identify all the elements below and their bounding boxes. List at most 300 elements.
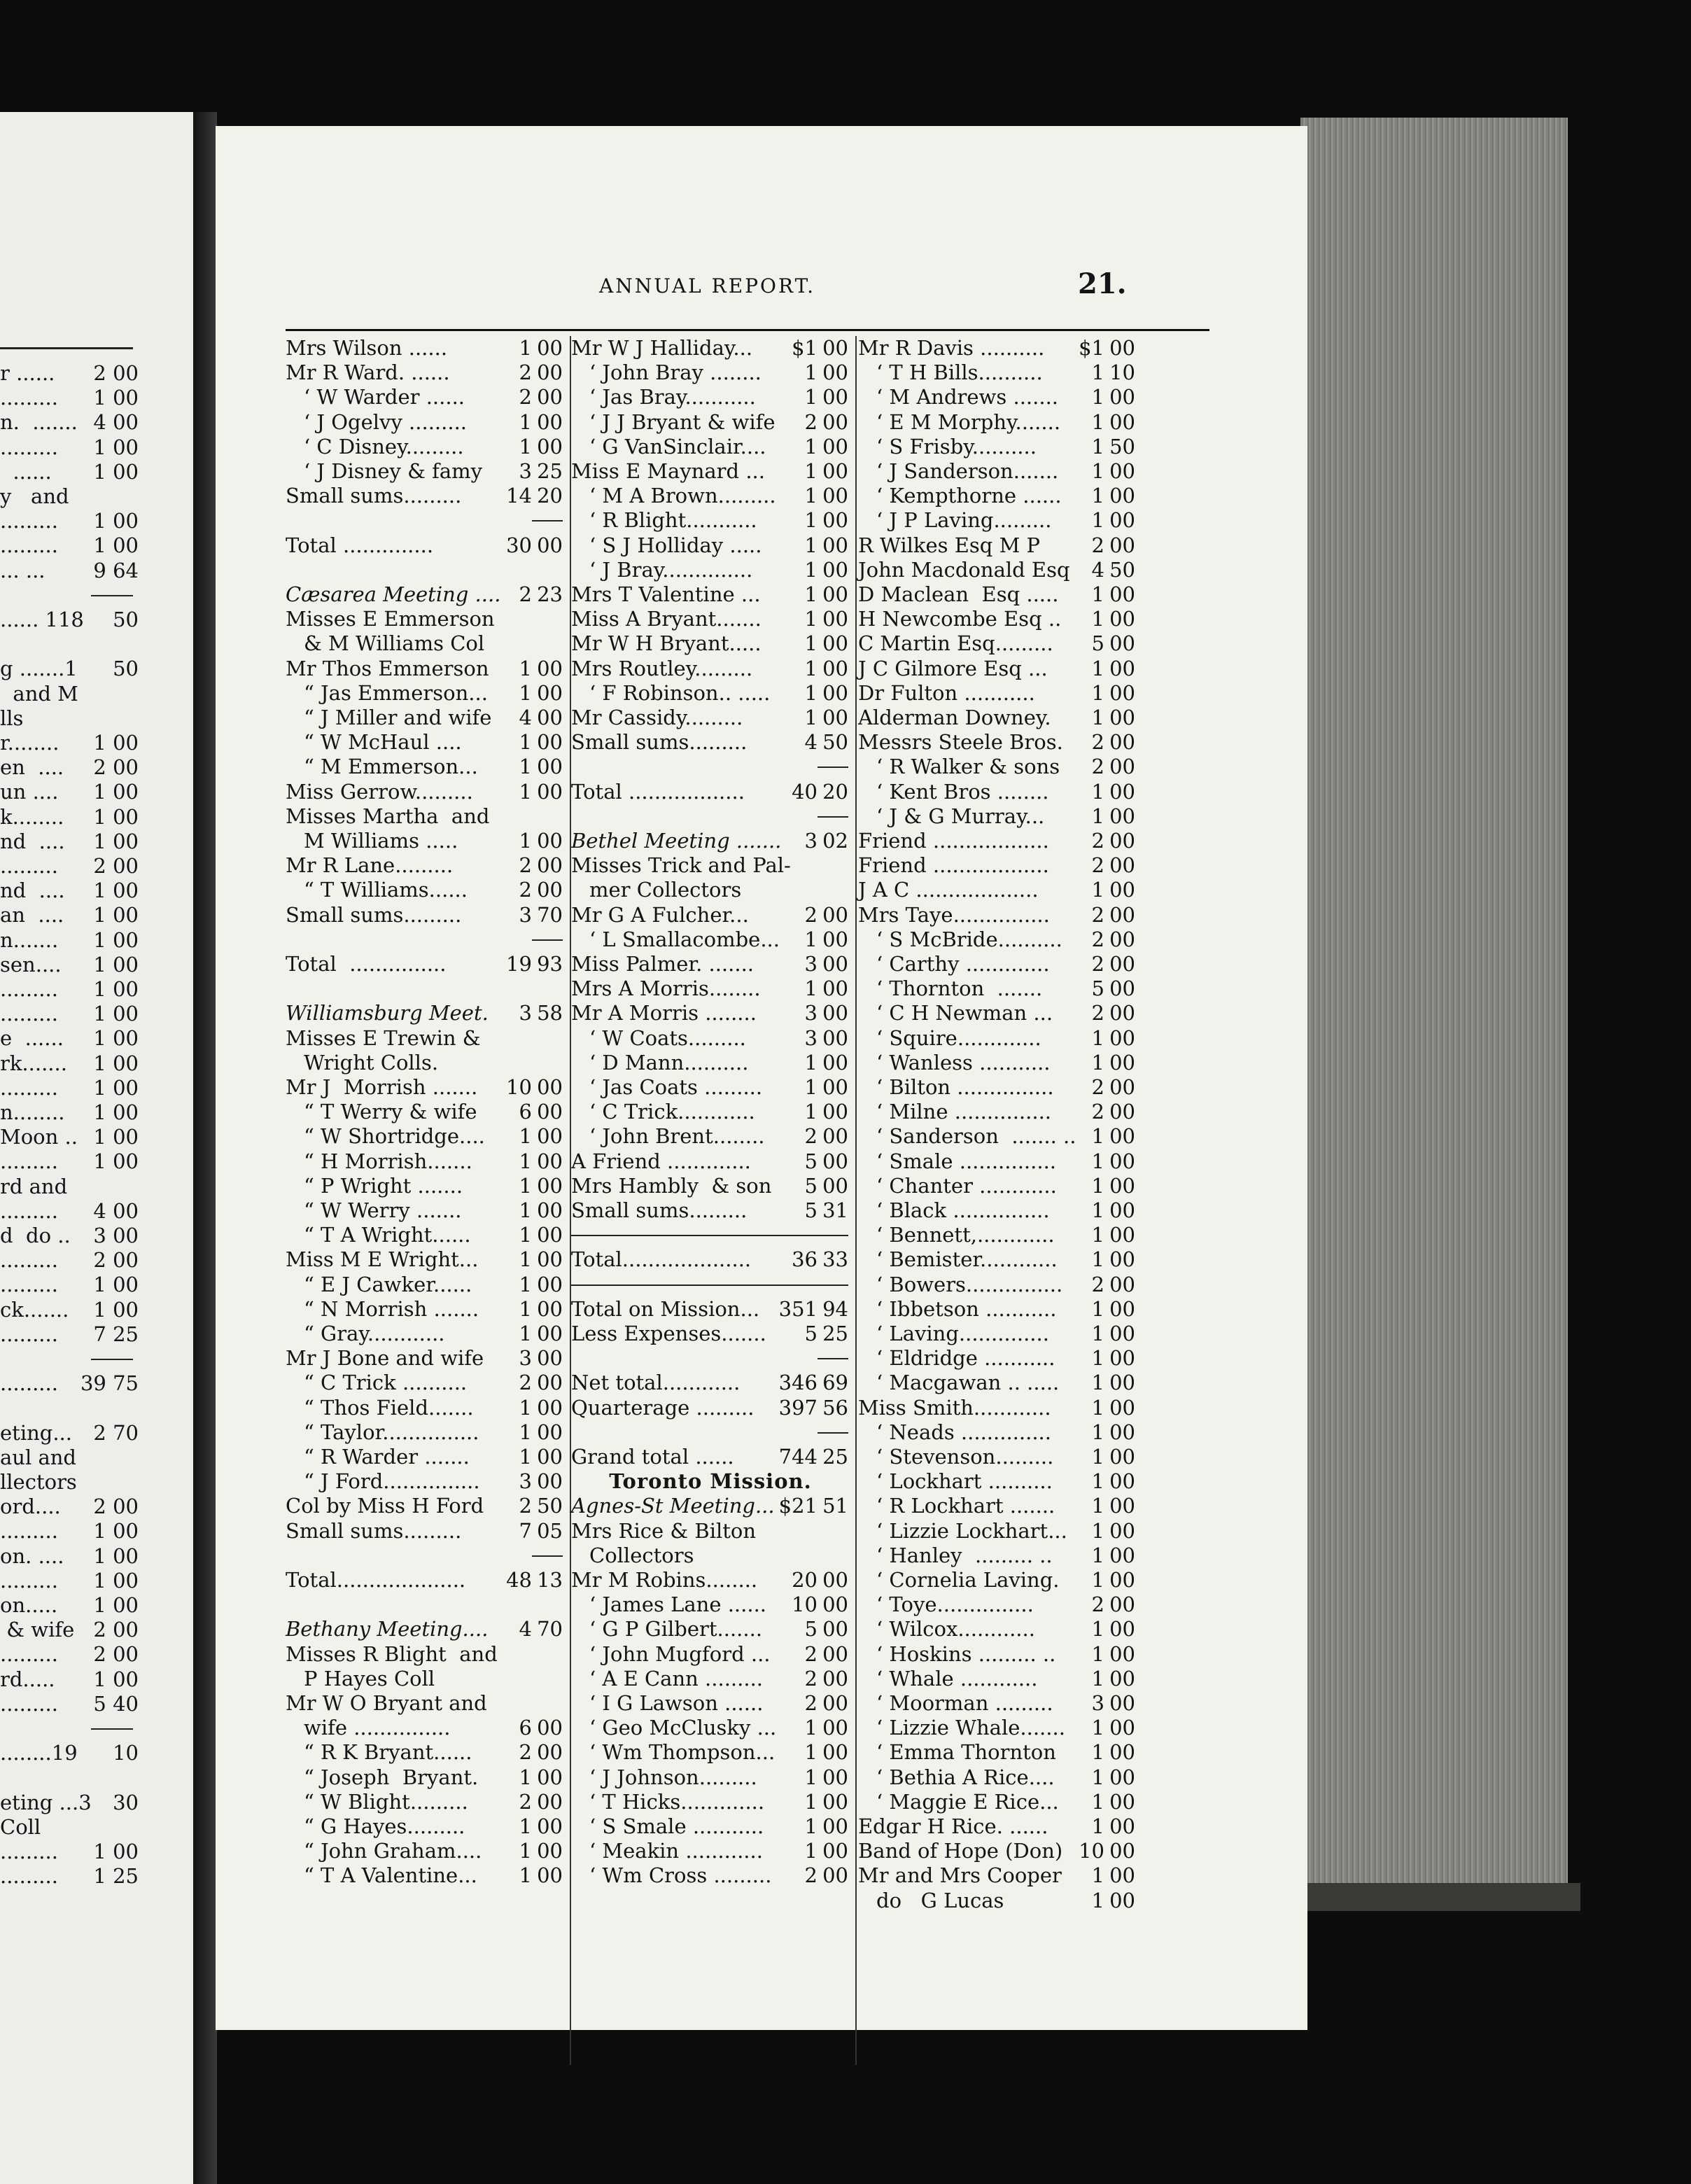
subscription-column-2 (571, 336, 850, 2100)
entry-name: ‘ Squire............. (876, 1026, 1041, 1050)
entry-row (286, 829, 564, 853)
entry-cents: 00 (1109, 1518, 1135, 1543)
entry-name: Total.................... (286, 1568, 466, 1592)
entry-dollars: 1 (1091, 459, 1104, 483)
left-entry-text: llectors (0, 1470, 77, 1494)
entry-name: P Hayes Coll (304, 1666, 435, 1690)
entry-row (858, 410, 1137, 434)
entry-dollars: 2 (804, 1666, 818, 1690)
entry-row (571, 952, 850, 976)
left-entry-row (0, 410, 139, 434)
entry-cents: 00 (537, 1346, 563, 1371)
entry-name: ‘ J Johnson......... (589, 1765, 757, 1789)
left-entry-row (0, 1322, 139, 1346)
entry-cents: 33 (822, 1247, 848, 1272)
left-entry-text: ......... (0, 1248, 58, 1273)
entry-row (286, 730, 564, 754)
left-entry-row (0, 731, 139, 755)
left-entry-text: r........ (0, 731, 59, 755)
entry-dollars: 1 (519, 434, 532, 458)
entry-dollars: 1 (1091, 484, 1104, 508)
left-entry-row (0, 1446, 139, 1469)
entry-dollars: 2 (519, 878, 532, 902)
entry-cents: 00 (1109, 1839, 1135, 1863)
entry-name: Mr W J Halliday... (571, 336, 753, 360)
entry-row (571, 410, 850, 434)
entry-cents: 00 (537, 878, 563, 902)
entry-cents: 00 (1109, 706, 1135, 729)
entry-name: Edgar H Rice. ...... (858, 1814, 1048, 1838)
left-entry-amount: 1 00 (93, 903, 139, 927)
entry-row (858, 508, 1137, 532)
left-entry-amount: 1 00 (93, 1840, 139, 1863)
entry-name: ‘ J Ogelvy ......... (304, 410, 468, 434)
entry-cents: 00 (822, 459, 848, 483)
entry-cents: 00 (822, 927, 848, 951)
left-entry-row (0, 1667, 139, 1691)
left-entry-text: ......... (0, 533, 58, 558)
left-entry-amount: 1 00 (93, 1100, 139, 1124)
entry-name: Mr J Morrish ....... (286, 1075, 478, 1099)
entry-name: Total .............. (286, 533, 434, 557)
entry-cents: 00 (537, 385, 563, 410)
entry-dollars: 1 (519, 829, 532, 853)
entry-cents: 00 (1109, 336, 1135, 360)
left-entry-row (0, 830, 139, 853)
entry-dollars: 1 (804, 484, 818, 508)
entry-dollars: 4 (519, 706, 532, 729)
entry-row (858, 1198, 1137, 1222)
entry-name: “ W Blight......... (304, 1789, 468, 1814)
left-entry-text: un .... (0, 780, 59, 804)
entry-dollars: 1 (519, 755, 532, 779)
entry-row (571, 730, 850, 754)
entry-dollars: 5 (804, 1198, 818, 1222)
entry-cents: 00 (1109, 1395, 1135, 1420)
entry-cents: 00 (537, 730, 563, 755)
left-entry-row (0, 878, 139, 902)
entry-name: Friend .................. (858, 829, 1049, 853)
left-entry-text: ......... (0, 1864, 58, 1889)
entry-cents: 00 (537, 1814, 563, 1838)
entry-row (858, 1863, 1137, 1887)
entry-row (286, 1149, 564, 1173)
left-entry-text: ......... (0, 1198, 58, 1223)
entry-cents: 00 (1109, 1888, 1135, 1912)
entry-cents: 00 (822, 557, 848, 582)
entry-row (571, 1322, 850, 1345)
entry-row (858, 360, 1137, 384)
entry-row (571, 927, 850, 951)
entry-row (858, 1100, 1137, 1124)
left-entry-text: ......... (0, 1075, 58, 1100)
entry-cents: 00 (1109, 1149, 1135, 1173)
entry-row (286, 1863, 564, 1887)
right-page (216, 126, 1307, 2030)
entry-dollars: 1 (804, 385, 818, 410)
entry-dollars: 2 (804, 902, 818, 927)
entry-cents: 00 (822, 1592, 848, 1617)
entry-cents: 00 (822, 533, 848, 557)
entry-row (286, 1839, 564, 1863)
entry-dollars: 1 (1091, 680, 1104, 705)
entry-name: Net total............ (571, 1371, 741, 1395)
entry-dollars: 4 (804, 730, 818, 755)
entry-cents: 50 (537, 1494, 563, 1518)
entry-name: Mrs Rice & Bilton (571, 1518, 757, 1543)
entry-row (571, 1100, 850, 1124)
entry-row (286, 1051, 564, 1074)
entry-name: Small sums......... (571, 1198, 748, 1222)
entry-row (286, 459, 564, 483)
entry-cents: 00 (537, 1740, 563, 1765)
entry-name: ‘ Geo McClusky ... (589, 1716, 777, 1740)
entry-dollars: 1 (804, 607, 818, 631)
entry-dollars: 346 (778, 1371, 818, 1395)
entry-cents: 51 (822, 1494, 848, 1518)
entry-cents: 10 (1109, 360, 1135, 385)
entry-dollars: 5 (1091, 631, 1104, 656)
left-entry-row (0, 1199, 139, 1223)
left-entry-amount: 2 70 (93, 1420, 139, 1445)
entry-dollars: 1 (519, 1124, 532, 1149)
entry-row (858, 755, 1137, 778)
entry-name: ‘ Eldridge ........... (876, 1346, 1055, 1371)
entry-name: ‘ Jas Bray........... (589, 385, 756, 410)
entry-cents: 00 (1109, 1666, 1135, 1690)
left-entry-amount: 1 00 (93, 1519, 139, 1544)
entry-name: “ Taylor............... (304, 1420, 479, 1444)
entry-cents: 00 (1109, 1124, 1135, 1149)
entry-cents: 00 (1109, 582, 1135, 606)
entry-name: Small sums......... (286, 484, 462, 508)
entry-name: “ W McHaul .... (304, 730, 462, 755)
left-entry-row (0, 509, 139, 533)
entry-row (286, 1445, 564, 1469)
entry-row (858, 1790, 1137, 1814)
entry-dollars: 1 (1091, 1789, 1104, 1814)
entry-dollars: 3 (519, 1001, 532, 1026)
entry-row (858, 1814, 1137, 1838)
entry-name: ‘ Bilton ............... (876, 1075, 1054, 1099)
entry-cents: 25 (822, 1445, 848, 1469)
entry-row (858, 1051, 1137, 1074)
entry-cents: 00 (822, 656, 848, 680)
entry-name: ‘ Whale ............ (876, 1666, 1038, 1690)
left-entry-amount: 1 00 (93, 731, 139, 755)
entry-name: Mrs T Valentine ... (571, 582, 761, 606)
entry-row (286, 1617, 564, 1641)
left-entry-text: ord.... (0, 1494, 61, 1519)
entry-cents: 93 (537, 952, 563, 976)
entry-dollars: 1 (1091, 779, 1104, 804)
entry-row (858, 1346, 1137, 1370)
entry-name: Miss A Bryant....... (571, 607, 762, 631)
sum-rule (532, 520, 563, 522)
entry-row (571, 360, 850, 384)
entry-cents: 00 (1109, 1198, 1135, 1222)
entry-dollars: 1 (1091, 582, 1104, 606)
entry-dollars: 14 (506, 484, 532, 508)
entry-dollars: 2 (1091, 1100, 1104, 1124)
header-rule (286, 329, 1209, 331)
left-entry-amount: 30 (113, 1790, 139, 1814)
entry-name: Misses E Trewin & (286, 1026, 481, 1050)
entry-cents: 00 (1109, 1568, 1135, 1592)
entry-dollars: 2 (1091, 902, 1104, 927)
entry-dollars: 1 (519, 410, 532, 434)
left-entry-text: en .... (0, 755, 64, 780)
entry-row (571, 1568, 850, 1592)
entry-dollars: 36 (792, 1247, 818, 1272)
entry-name: Williamsburg Meet. (286, 1001, 489, 1026)
entry-cents: 00 (537, 410, 563, 434)
entry-cents: 00 (822, 484, 848, 508)
entry-name: ‘ Moorman ......... (876, 1691, 1053, 1715)
entry-row (286, 1247, 564, 1271)
entry-row (571, 1445, 850, 1469)
entry-name: ‘ D Mann.......... (589, 1050, 749, 1074)
entry-name: “ E J Cawker...... (304, 1272, 472, 1296)
entry-cents: 00 (1109, 459, 1135, 483)
entry-name: ‘ Bowers............... (876, 1272, 1063, 1296)
entry-row (286, 780, 564, 804)
entry-name: Miss M E Wright... (286, 1247, 479, 1272)
entry-dollars: 2 (519, 360, 532, 385)
left-sum-rule (91, 595, 133, 596)
entry-dollars: 1 (1091, 1247, 1104, 1272)
entry-cents: 02 (822, 829, 848, 853)
entry-row (858, 1740, 1137, 1764)
entry-dollars: 3 (804, 1001, 818, 1026)
entry-dollars: 1 (804, 1839, 818, 1863)
entry-row (286, 1223, 564, 1247)
entry-dollars: 1 (1091, 656, 1104, 680)
entry-name: ‘ Maggie E Rice... (876, 1789, 1059, 1814)
left-entry-amount: 1 00 (93, 1544, 139, 1568)
entry-cents: 00 (822, 385, 848, 410)
left-entry-amount: 1 00 (93, 780, 139, 804)
entry-cents: 00 (1109, 1247, 1135, 1272)
left-entry-amount: 1 00 (93, 829, 139, 853)
left-entry-amount: 2 00 (93, 854, 139, 878)
entry-name: ‘ Laving.............. (876, 1322, 1049, 1345)
entry-cents: 00 (1109, 533, 1135, 557)
left-entry-text: Coll (0, 1814, 41, 1839)
entry-row (571, 1863, 850, 1887)
left-entry-text: ......... (0, 1371, 58, 1396)
entry-row (571, 1814, 850, 1838)
entry-row (571, 1469, 850, 1493)
left-entry-text: y and (0, 484, 69, 508)
entry-cents: 00 (1109, 829, 1135, 853)
entry-row (571, 829, 850, 853)
entry-dollars: 1 (1091, 508, 1104, 533)
entry-name: ‘ Emma Thornton (876, 1740, 1056, 1765)
entry-dollars: 1 (1091, 385, 1104, 410)
entry-row (858, 1889, 1137, 1912)
entry-name: ‘ John Bray ........ (589, 360, 762, 385)
entry-dollars: 2 (804, 1691, 818, 1715)
entry-name: Small sums......... (571, 730, 748, 755)
entry-name: Mr R Ward. ...... (286, 360, 450, 385)
entry-cents: 00 (822, 1001, 848, 1026)
entry-row (571, 1617, 850, 1641)
entry-name: A Friend ............. (571, 1149, 751, 1173)
left-entry-amount: 1 00 (93, 1075, 139, 1100)
left-entry-amount: 1 00 (93, 435, 139, 459)
entry-dollars: 1 (1091, 1026, 1104, 1050)
entry-name: Misses Trick and Pal- (571, 853, 791, 878)
entry-row (571, 1396, 850, 1420)
left-entry-text: ......... (0, 1149, 58, 1174)
entry-dollars: 1 (1091, 1223, 1104, 1247)
left-entry-amount: 10 (113, 1741, 139, 1765)
entry-cents: 00 (1109, 755, 1135, 779)
entry-cents: 00 (822, 1026, 848, 1050)
entry-cents: 00 (537, 1789, 563, 1814)
page-header (216, 266, 1307, 308)
entry-row (858, 706, 1137, 729)
entry-dollars: 2 (804, 1124, 818, 1149)
entry-dollars: 1 (804, 459, 818, 483)
left-entry-amount: 7 25 (93, 1322, 139, 1346)
entry-dollars: 1 (804, 1814, 818, 1838)
entry-dollars: 1 (804, 1050, 818, 1074)
left-entry-amount: 1 00 (93, 459, 139, 484)
left-entry-row (0, 1741, 139, 1765)
entry-cents: 50 (1109, 434, 1135, 458)
entry-name: ‘ Sanderson ....... .. (876, 1124, 1076, 1149)
entry-name: H Newcombe Esq .. (858, 607, 1062, 631)
entry-cents: 58 (537, 1001, 563, 1026)
entry-name: Mrs Routley......... (571, 656, 753, 680)
entry-name: Mr J Bone and wife (286, 1346, 484, 1371)
entry-cents: 00 (1109, 410, 1135, 434)
entry-dollars: 2 (519, 1740, 532, 1765)
entry-dollars: 20 (792, 1568, 818, 1592)
left-entry-text: and M (0, 681, 78, 706)
entry-dollars: 2 (1091, 952, 1104, 976)
entry-dollars: 48 (506, 1568, 532, 1592)
entry-row (858, 1124, 1137, 1148)
entry-cents: 00 (537, 360, 563, 385)
left-entry-text: eting... (0, 1420, 72, 1445)
entry-cents: 00 (822, 1050, 848, 1074)
entry-row (858, 1765, 1137, 1789)
left-entry-row (0, 533, 139, 557)
entry-cents: 00 (822, 1642, 848, 1666)
left-entry-amount: 3 00 (93, 1224, 139, 1247)
entry-row (858, 1617, 1137, 1641)
left-entry-amount: 1 00 (93, 1297, 139, 1322)
entry-name: ‘ Lockhart .......... (876, 1469, 1053, 1494)
entry-cents: 00 (1109, 1592, 1135, 1617)
entry-name: “ R K Bryant...... (304, 1740, 472, 1765)
entry-row (858, 1371, 1137, 1394)
entry-dollars: $1 (792, 336, 818, 360)
entry-name: ‘ Lizzie Lockhart... (876, 1518, 1067, 1543)
entry-row (858, 1691, 1137, 1715)
entry-dollars: 1 (519, 1247, 532, 1272)
entry-name: “ T Williams...... (304, 878, 468, 902)
entry-name: do G Lucas (876, 1888, 1004, 1912)
entry-name: ‘ Carthy ............. (876, 952, 1050, 976)
left-entry-amount: 2 00 (93, 1642, 139, 1667)
entry-cents: 00 (1109, 1346, 1135, 1371)
entry-row (858, 1026, 1137, 1050)
entry-name: ‘ J Disney & famy (304, 459, 483, 483)
left-entry-row (0, 559, 139, 582)
entry-cents: 00 (1109, 1494, 1135, 1518)
entry-cents: 00 (537, 1075, 563, 1099)
entry-name: Mrs A Morris........ (571, 976, 761, 1001)
entry-name: Misses R Blight and (286, 1642, 498, 1666)
entry-cents: 00 (1109, 1296, 1135, 1321)
entry-name: “ H Morrish....... (304, 1149, 472, 1173)
entry-row (571, 1790, 850, 1814)
entry-cents: 94 (822, 1296, 848, 1321)
entry-dollars: 351 (778, 1296, 818, 1321)
entry-row (286, 1740, 564, 1764)
entry-row (858, 1667, 1137, 1690)
entry-row (286, 804, 564, 828)
left-entry-amount: 50 (113, 608, 139, 631)
entry-row (858, 1445, 1137, 1469)
entry-name: ‘ Toye............... (876, 1592, 1034, 1617)
left-entry-amount: 2 00 (93, 1618, 139, 1642)
entry-dollars: 1 (519, 1420, 532, 1444)
entry-name: ‘ James Lane ...... (589, 1592, 767, 1617)
entry-dollars: 6 (519, 1716, 532, 1740)
entry-dollars: 1 (804, 976, 818, 1001)
entry-cents: 00 (537, 1296, 563, 1321)
left-entry-row (0, 1175, 139, 1198)
left-entry-text: on. .... (0, 1544, 64, 1568)
entry-cents: 50 (1109, 557, 1135, 582)
entry-name: Mr Thos Emmerson (286, 656, 489, 680)
entry-row (858, 780, 1137, 804)
entry-dollars: 1 (519, 1765, 532, 1789)
entry-row (858, 1568, 1137, 1592)
entry-row (286, 1075, 564, 1099)
entry-name: Col by Miss H Ford (286, 1494, 484, 1518)
entry-row (571, 1740, 850, 1764)
entry-dollars: 1 (1091, 1888, 1104, 1912)
entry-row (286, 385, 564, 409)
entry-name: ‘ Bennett,............ (876, 1223, 1055, 1247)
entry-cents: 00 (537, 706, 563, 729)
entry-dollars: 1 (1091, 1814, 1104, 1838)
entry-name: ‘ Cornelia Laving. (876, 1568, 1060, 1592)
left-entry-row (0, 1002, 139, 1026)
entry-name: Small sums......... (286, 902, 462, 927)
left-entry-text: ......... (0, 1840, 58, 1863)
left-entry-amount: 1 00 (93, 1593, 139, 1617)
entry-dollars: 1 (1091, 1518, 1104, 1543)
entry-row (286, 878, 564, 902)
left-entry-amount: 1 00 (93, 1002, 139, 1026)
entry-name: ‘ I G Lawson ...... (589, 1691, 764, 1715)
entry-name: “ John Graham.... (304, 1839, 482, 1863)
entry-dollars: 1 (804, 1789, 818, 1814)
entry-name: ‘ J & G Murray... (876, 804, 1045, 828)
entry-cents: 00 (537, 680, 563, 705)
entry-name: “ P Wright ....... (304, 1173, 463, 1198)
entry-row (286, 1124, 564, 1148)
left-entry-amount: 1 00 (93, 977, 139, 1001)
entry-dollars: 1 (519, 680, 532, 705)
